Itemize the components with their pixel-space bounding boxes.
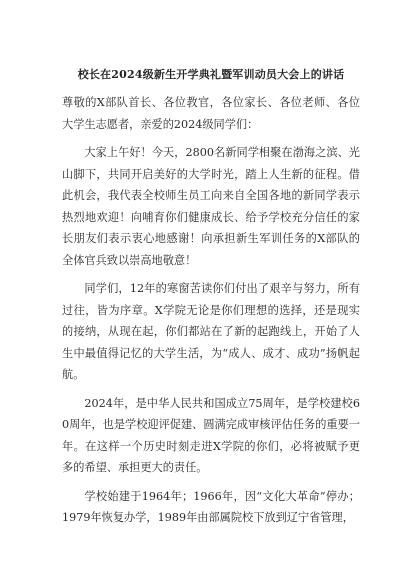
salutation: 尊敬的X部队首长、各位教官，各位家长、各位老师、各位大学生志愿者，亲爱的2024级同学们： <box>62 96 360 131</box>
paragraph-greeting: 大家上午好！今天，2800名新同学相聚在渤海之滨、光山脚下，共同开启美好的大学时光，踏上人生新的征程。借此机会，我代表全校师生员工向来自全国各地的新同学表示热烈地欢迎！向哺育你们健康成长、给予学校充分信任的家长朋友们表示衷心地感谢！向承担新生军训任务的X部队的全体官兵致以崇高地敬意！ <box>62 146 360 267</box>
paragraph-history: 学校始建于1964年；1966年，因“文化大革命”停办；1979年恢复办学，1989年由部属院校下放到辽宁省管理， <box>62 489 360 524</box>
paragraph-anniversary: 2024年，是中华人民共和国成立75周年，是学校建校60周年，也是学校迎评促建、圆满完成审核评估任务的重要一年。在这样一个历史时刻走进X学院的你们，必将被赋予更多的希望、承担更大的责任。 <box>62 396 360 474</box>
document-title: 校长在2024级新生开学典礼暨军训动员大会上的讲话 <box>77 68 345 81</box>
paragraph-students: 同学们，12年的寒窗苦读你们付出了艰辛与努力，所有过往，皆为序章。X学院无论是你们理想的选择，还是现实的接纳，从现在起，你们都站在了新的起跑线上，开始了人生中最值得记忆的大学生活，为“成人、成才、成功”扬帆起航。 <box>62 282 360 381</box>
